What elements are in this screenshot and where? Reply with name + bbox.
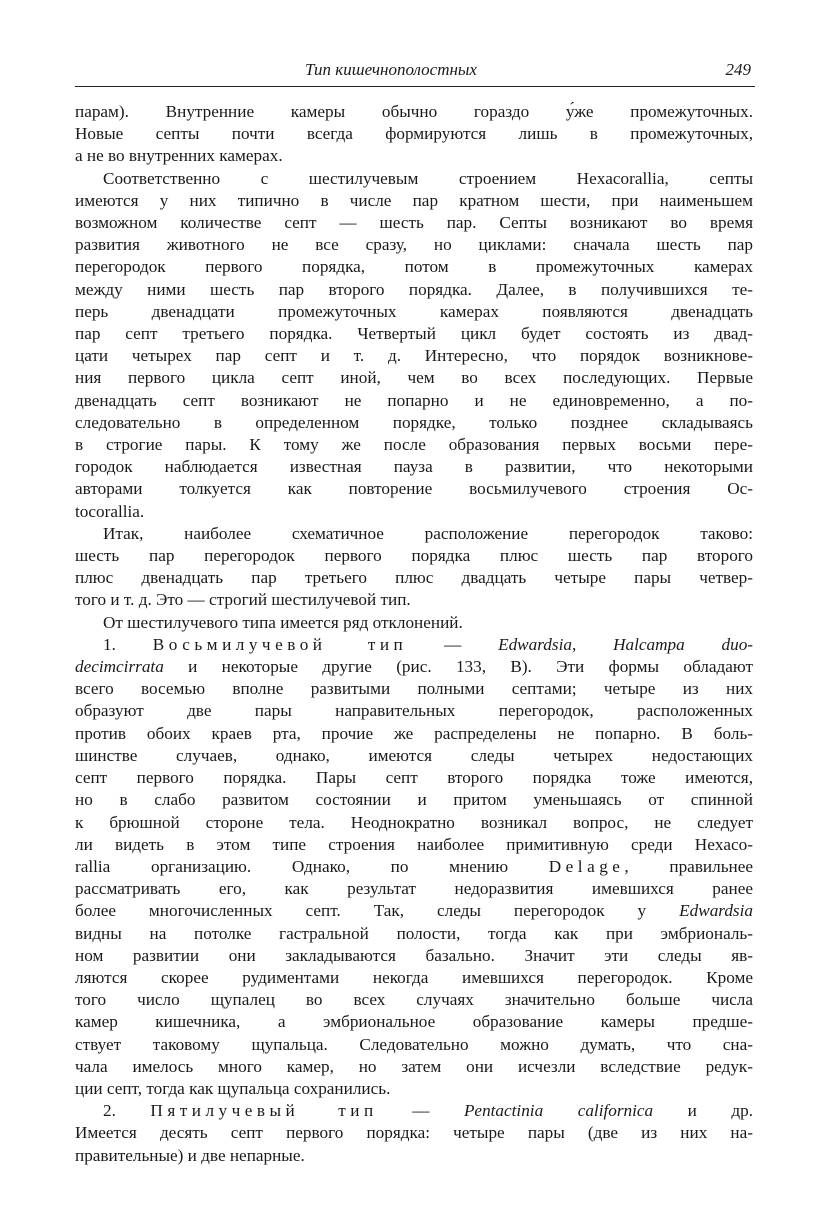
text-line: ном развитии они закладываются базально. Значит эти следы яв- bbox=[75, 945, 753, 965]
text-line bbox=[75, 856, 753, 878]
text-line: видны на потолке гастральной полости, тогда как при эмбриональ- bbox=[75, 923, 753, 943]
text-line: цати четырех пар септ и т. д. Интересно, что порядок возникнове- bbox=[75, 346, 753, 366]
text-line: плюс двенадцать пар третьего плюс двадцать четыре пары четвер- bbox=[75, 568, 753, 588]
text-line bbox=[75, 1100, 753, 1122]
text-line: ции септ, тогда как щупальца сохранились. bbox=[75, 1078, 391, 1098]
list-item-eight-ray-type bbox=[75, 634, 753, 1100]
text-line: авторами толкуется как повторение восьмилучевого строения Oc- bbox=[75, 479, 753, 499]
item-name: Пятилучевый тип bbox=[150, 1101, 378, 1121]
text-line bbox=[75, 634, 753, 656]
paragraph bbox=[75, 168, 753, 523]
species-name: decimcirrata bbox=[75, 657, 164, 677]
text-line: шинстве случаев, однако, имеются следы четырех недостающих bbox=[75, 745, 753, 765]
text-run: rallia организацию. Однако, по мнению bbox=[75, 856, 549, 876]
item-number: 1. bbox=[103, 634, 116, 654]
running-header bbox=[75, 58, 755, 87]
paragraph bbox=[75, 612, 753, 634]
genus-name: Halcampa duo- bbox=[613, 634, 754, 654]
page-number: 249 bbox=[725, 60, 751, 79]
text-line: в строгие пары. К тому же после образования первых восьми пере- bbox=[75, 435, 753, 455]
species-name: Pentactinia californica bbox=[463, 1101, 654, 1121]
text-line bbox=[75, 900, 753, 922]
text-run: и др. bbox=[653, 1101, 754, 1121]
comma: , bbox=[571, 634, 614, 654]
genus-name: Edwardsia bbox=[679, 901, 753, 921]
text-line: имеются у них типично в числе пар кратном шести, при наименьшем bbox=[75, 190, 753, 210]
text-line: того число щупалец во всех случаях значительно больше числа bbox=[75, 990, 753, 1010]
text-line: следовательно в определенном порядке, только позднее складываясь bbox=[75, 412, 753, 432]
text-line: двенадцать септ возникают не попарно и не единовременно, а по- bbox=[75, 390, 753, 410]
body-text bbox=[75, 101, 753, 1167]
text-line bbox=[75, 656, 753, 678]
text-line: От шестилучевого типа имеется ряд отклонений. bbox=[103, 612, 463, 632]
dash: — bbox=[377, 1101, 464, 1121]
text-line: перь двенадцати промежуточных камерах появляются двенадцать bbox=[75, 301, 753, 321]
text-run: и некоторые другие (рис. 133, B). Эти формы обладают bbox=[163, 657, 753, 677]
text-line: ния первого цикла септ иной, чем во всех последующих. Первые bbox=[75, 368, 753, 388]
text-line: чала имелось много камер, но затем они исчезли вследствие редук- bbox=[75, 1056, 753, 1076]
text-line: Соответственно с шестилучевым строением Hexacorallia, септы bbox=[103, 168, 753, 188]
text-line: пар септ третьего порядка. Четвертый цикл будет состоять из двад- bbox=[75, 324, 753, 344]
text-run: , правильнее bbox=[624, 856, 753, 876]
paragraph bbox=[75, 523, 753, 612]
text-line: перегородок первого порядка, потом в промежуточных камерах bbox=[75, 257, 753, 277]
text-line: Новые септы почти всегда формируются лишь в промежуточных, bbox=[75, 124, 753, 144]
text-line: tocorallia. bbox=[75, 501, 145, 521]
text-line: того и т. д. Это — строгий шестилучевой тип. bbox=[75, 590, 411, 610]
text-line: Итак, наиболее схематичное расположение перегородок таково: bbox=[103, 523, 753, 543]
text-line: но в слабо развитом состоянии и притом уменьшаясь от спинной bbox=[75, 790, 753, 810]
text-line: возможном количестве септ — шесть пар. Септы возникают во время bbox=[75, 213, 753, 233]
text-line: ствует таковому щупальца. Следовательно можно думать, что сна- bbox=[75, 1034, 753, 1054]
text-line: всего восемью вполне развитыми полными септами; четыре из них bbox=[75, 679, 753, 699]
text-line: шесть пар перегородок первого порядка плюс шесть пар второго bbox=[75, 546, 753, 566]
text-line: септ первого порядка. Пары септ второго порядка тоже имеются, bbox=[75, 768, 753, 788]
text-line: правительные) и две непарные. bbox=[75, 1145, 305, 1165]
text-line: парам). Внутренние камеры обычно гораздо у́же промежуточных. bbox=[75, 102, 753, 121]
item-name: Восьмилучевой тип bbox=[152, 634, 408, 654]
author-name: Delage bbox=[548, 856, 625, 876]
text-line: между ними шесть пар второго порядка. Далее, в получившихся те- bbox=[75, 279, 753, 299]
text-line: а не во внутренних камерах. bbox=[75, 146, 283, 166]
list-item-five-ray-type bbox=[75, 1100, 753, 1167]
text-line: образуют две пары направительных перегородок, расположенных bbox=[75, 701, 753, 721]
text-line: Имеется десять септ первого порядка: четыре пары (две из них на- bbox=[75, 1123, 753, 1143]
text-line: городок наблюдается известная пауза в развитии, что некоторыми bbox=[75, 457, 753, 477]
text-run: более многочисленных септ. Так, следы перегородок у bbox=[75, 901, 680, 921]
running-title: Тип кишечнополостных bbox=[305, 60, 477, 79]
text-line: камер кишечника, а эмбриональное образование камеры предше- bbox=[75, 1012, 753, 1032]
item-number: 2. bbox=[103, 1101, 116, 1121]
text-line: против обоих краев рта, прочие же распределены не попарно. В боль- bbox=[75, 723, 753, 743]
text-line: развития животного не все сразу, но циклами: сначала шесть пар bbox=[75, 235, 753, 255]
paragraph bbox=[75, 101, 753, 168]
text-line: ляются скорее рудиментами некогда имевшихся перегородок. Кроме bbox=[75, 967, 753, 987]
dash: — bbox=[407, 634, 499, 654]
text-line: к брюшной стороне тела. Неоднократно возникал вопрос, не следует bbox=[75, 812, 753, 832]
text-line: ли видеть в этом типе строения наиболее примитивную среди Hexaco- bbox=[75, 834, 753, 854]
text-line: рассматривать его, как результат недоразвития имевшихся ранее bbox=[75, 879, 753, 899]
genus-name: Edwardsia bbox=[498, 634, 572, 654]
